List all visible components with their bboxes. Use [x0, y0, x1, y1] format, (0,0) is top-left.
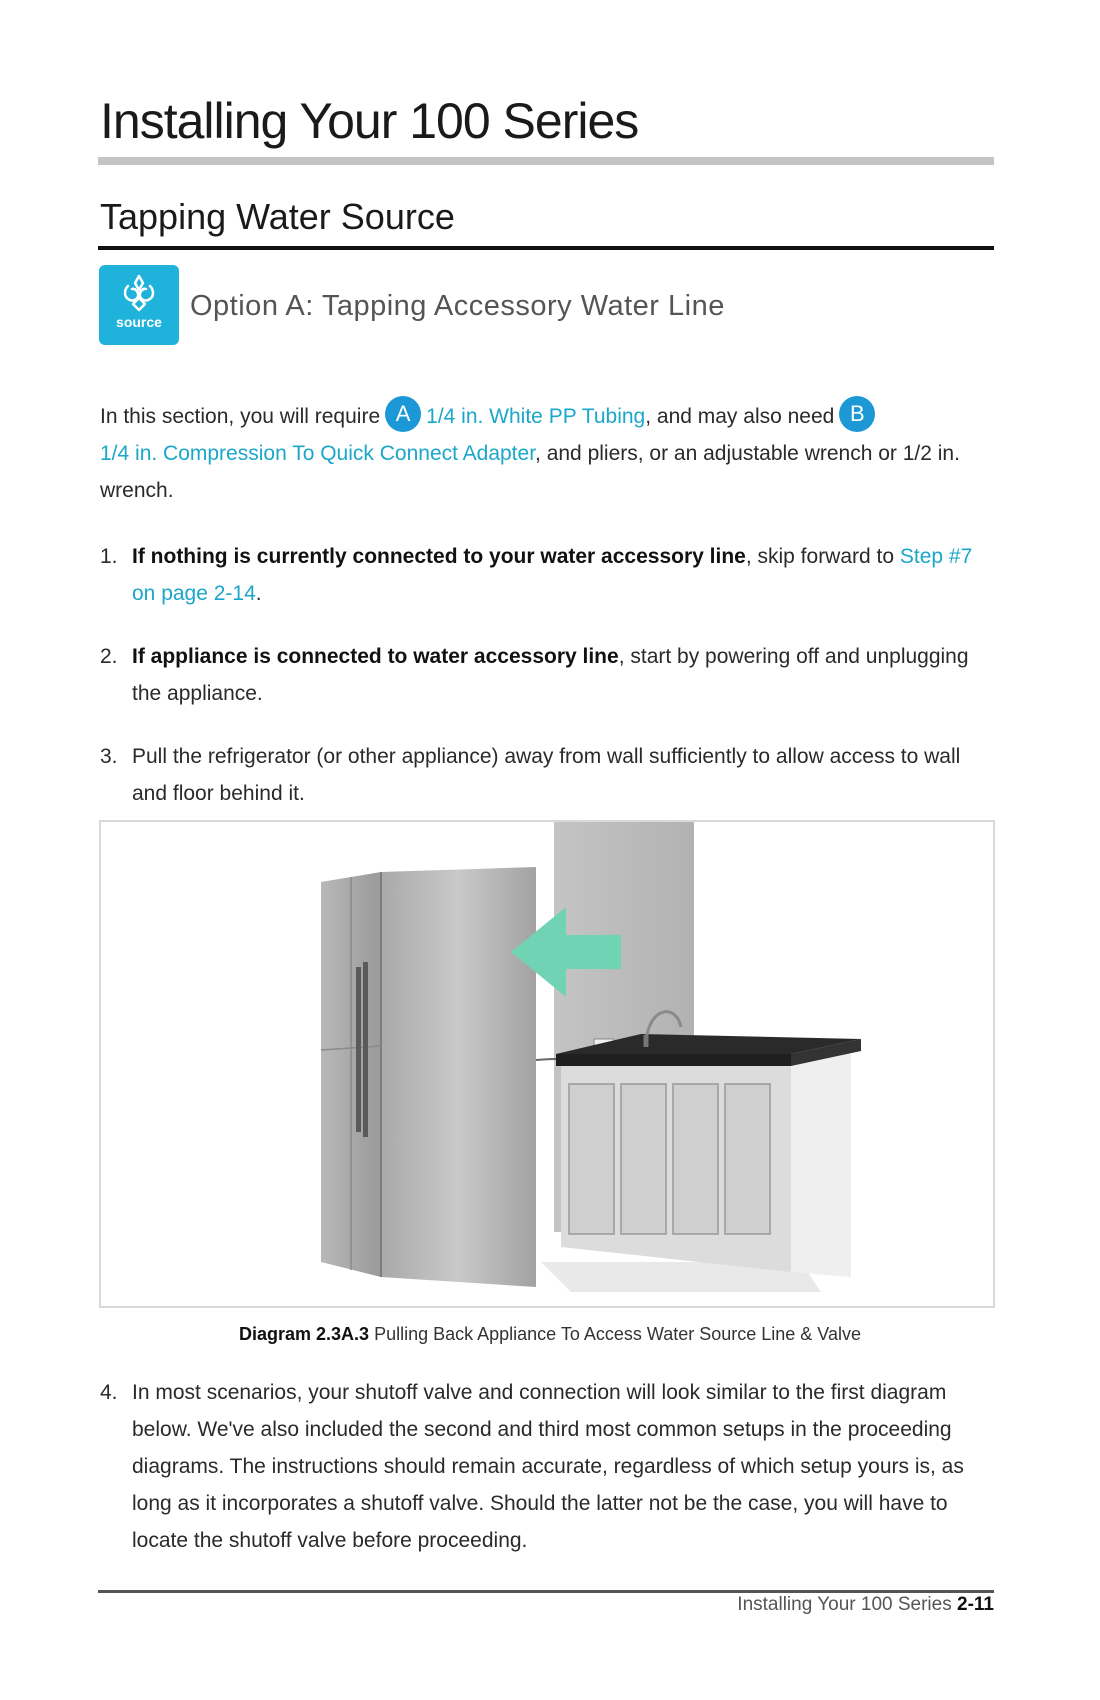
step-number: 4.: [100, 1381, 118, 1404]
page-footer: [737, 1594, 994, 1616]
footer-divider: [98, 1590, 994, 1593]
step-number: 2.: [100, 645, 118, 668]
step-text: In most scenarios, your shutoff valve and connection will look similar to the first diagram below. We've also included the second and third most common setups in the proceeding diagrams. The instructions should remain accurate, regardless of which setup yours is, as long as it incorporates a shutoff valve. Should the latter not be the case, you will have to locate the shutoff valve before proceeding.: [132, 1381, 964, 1552]
appliance-illustration: [101, 822, 993, 1306]
step-7-link[interactable]: Step #7 on page 2-14: [132, 545, 973, 605]
step-item: [100, 638, 1000, 712]
diagram-caption: [100, 1324, 1000, 1345]
footer-title: Installing Your 100 Series: [737, 1594, 952, 1615]
step-number: 3.: [100, 745, 118, 768]
diagram-figure: [99, 820, 995, 1308]
caption-text: Pulling Back Appliance To Access Water Source Line & Valve: [374, 1324, 861, 1344]
step-item: [100, 1374, 1000, 1559]
part-b-badge: B: [839, 396, 875, 432]
badge-label: source: [116, 314, 162, 330]
intro-paragraph: [100, 398, 1000, 509]
source-badge: [99, 265, 179, 345]
fridge-right-door: [381, 867, 536, 1287]
intro-text: , and may also need: [645, 405, 835, 428]
intro-text: , and pliers, or an adjustable wrench or 1/2 in. wrench.: [100, 442, 960, 503]
step-item: [100, 738, 1000, 812]
section-title: Tapping Water Source: [100, 196, 455, 237]
title-divider: [98, 157, 994, 165]
step-item: [100, 538, 1000, 612]
intro-text: In this section, you will require: [100, 405, 381, 428]
step-bold-text: If nothing is currently connected to your water accessory line: [132, 545, 746, 568]
page-title: Installing Your 100 Series: [100, 93, 639, 149]
option-title: Option A: Tapping Accessory Water Line: [190, 290, 725, 322]
part-a-link[interactable]: 1/4 in. White PP Tubing: [426, 405, 646, 428]
fridge-handle: [356, 967, 361, 1132]
fridge-handle: [363, 962, 368, 1137]
section-divider: [98, 246, 994, 250]
page-number: 2-11: [957, 1594, 994, 1615]
step-bold-text: If appliance is connected to water accessory line: [132, 645, 619, 668]
source-icon: [120, 274, 158, 312]
step-text: , skip forward to: [745, 545, 900, 568]
step-text: , start by powering off and unplugging the appliance.: [132, 645, 969, 705]
part-a-badge: A: [385, 396, 421, 432]
part-b-link[interactable]: 1/4 in. Compression To Quick Connect Adapter: [100, 442, 536, 466]
step-text: Pull the refrigerator (or other appliance) away from wall sufficiently to allow access to wall and floor behind it.: [132, 745, 961, 805]
step-number: 1.: [100, 545, 118, 568]
caption-label: Diagram 2.3A.3: [238, 1324, 370, 1344]
step-text: .: [255, 582, 262, 605]
